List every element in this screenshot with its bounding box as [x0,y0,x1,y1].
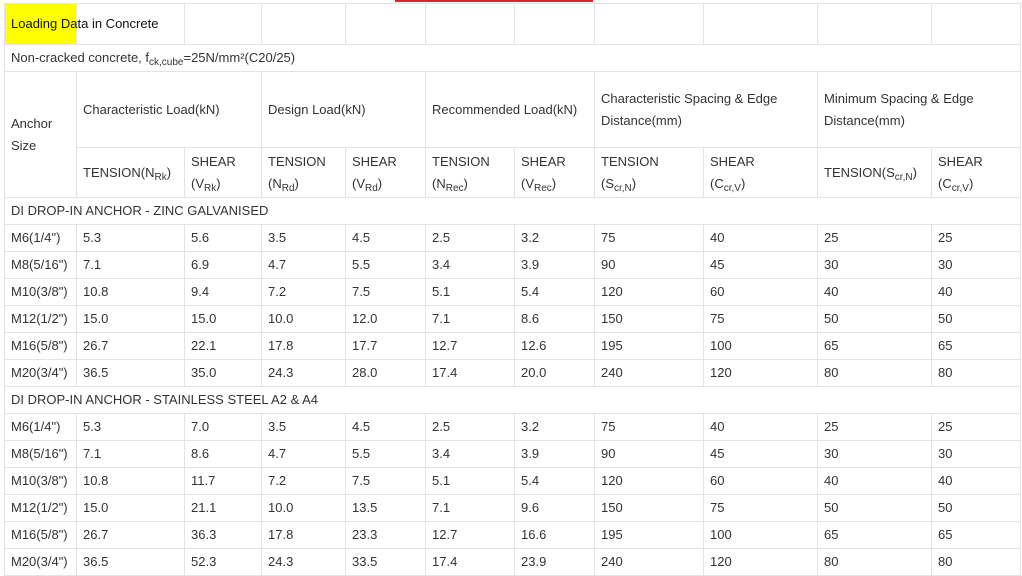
subheader-tension-nrk: $TENSION(N_{Rk})$ [77,148,185,198]
anchor-size-cell: M8(5/16") [5,441,77,468]
condition-tail: =25N/mm²(C20/25) [183,50,296,65]
anchor-size-cell: M20(3/4") [5,549,77,576]
table-row [5,414,1021,441]
section-title: DI DROP-IN ANCHOR - ZINC GALVANISED [5,198,1021,225]
empty-cell [515,4,595,45]
value-cell: 17.4 [426,549,515,576]
value-cell: 75 [704,495,818,522]
value-cell: 26.7 [77,333,185,360]
value-cell: 50 [932,306,1021,333]
value-cell: 15.0 [185,306,262,333]
value-cell: 5.6 [185,225,262,252]
value-cell: 20.0 [515,360,595,387]
table-row [5,360,1021,387]
value-cell: 5.3 [77,414,185,441]
value-cell: 17.8 [262,333,346,360]
table-row [5,225,1021,252]
value-cell: 40 [932,468,1021,495]
value-cell: 12.0 [346,306,426,333]
value-cell: 30 [932,441,1021,468]
value-cell: 36.3 [185,522,262,549]
value-cell: 240 [595,549,704,576]
value-cell: 45 [704,252,818,279]
value-cell: 5.5 [346,252,426,279]
anchor-size-cell: M20(3/4") [5,360,77,387]
value-cell: 7.1 [426,306,515,333]
value-cell: 30 [932,252,1021,279]
header-design-load: Design Load(kN) [262,72,426,148]
value-cell: 5.4 [515,468,595,495]
table-row [5,468,1021,495]
subheader-tension-scr: TENSION $(S_{cr,N})$ [595,148,704,198]
anchor-size-cell: M12(1/2") [5,495,77,522]
value-cell: 7.0 [185,414,262,441]
value-cell: 65 [932,522,1021,549]
table-title: Loading Data in Concrete [5,4,77,45]
value-cell: 10.0 [262,495,346,522]
value-cell: 26.7 [77,522,185,549]
value-cell: 15.0 [77,495,185,522]
value-cell: 15.0 [77,306,185,333]
value-cell: 2.5 [426,414,515,441]
value-cell: 30 [818,252,932,279]
value-cell: 9.6 [515,495,595,522]
value-cell: 4.5 [346,414,426,441]
value-cell: 195 [595,333,704,360]
value-cell: 10.0 [262,306,346,333]
value-cell: 21.1 [185,495,262,522]
anchor-size-cell: M16(5/8") [5,333,77,360]
value-cell: 150 [595,306,704,333]
value-cell: 5.4 [515,279,595,306]
value-cell: 8.6 [515,306,595,333]
value-cell: 4.5 [346,225,426,252]
value-cell: 23.3 [346,522,426,549]
value-cell: 3.2 [515,225,595,252]
value-cell: 5.5 [346,441,426,468]
concrete-condition [5,45,1021,72]
condition-subscript: ck,cube [149,57,184,68]
value-cell: 50 [818,495,932,522]
top-accent-bar [395,0,593,2]
value-cell: 40 [932,279,1021,306]
value-cell: 7.1 [426,495,515,522]
subheader-tension-scr-min: $TENSION(S_{cr,N})$ [818,148,932,198]
table-row [5,549,1021,576]
value-cell: 150 [595,495,704,522]
value-cell: 6.9 [185,252,262,279]
anchor-size-cell: M8(5/16") [5,252,77,279]
value-cell: 9.4 [185,279,262,306]
value-cell: 5.3 [77,225,185,252]
value-cell: 11.7 [185,468,262,495]
value-cell: 100 [704,333,818,360]
value-cell: 25 [818,225,932,252]
value-cell: 24.3 [262,360,346,387]
value-cell: 3.2 [515,414,595,441]
header-characteristic-load: Characteristic Load(kN) [77,72,262,148]
empty-cell [704,4,818,45]
header-anchor-size: Anchor Size [5,72,77,198]
value-cell: 40 [704,414,818,441]
value-cell: 12.6 [515,333,595,360]
value-cell: 7.2 [262,468,346,495]
value-cell: 75 [595,225,704,252]
table-row [5,333,1021,360]
anchor-size-cell: M10(3/8") [5,279,77,306]
value-cell: 3.5 [262,414,346,441]
table-row [5,441,1021,468]
value-cell: 10.8 [77,468,185,495]
value-cell: 90 [595,252,704,279]
section-title: DI DROP-IN ANCHOR - STAINLESS STEEL A2 & A4 [5,387,1021,414]
value-cell: 60 [704,279,818,306]
value-cell: 12.7 [426,522,515,549]
value-cell: 17.8 [262,522,346,549]
value-cell: 120 [704,549,818,576]
value-cell: 22.1 [185,333,262,360]
value-cell: 12.7 [426,333,515,360]
section-row [5,387,1021,414]
value-cell: 7.2 [262,279,346,306]
table-row [5,279,1021,306]
value-cell: 4.7 [262,441,346,468]
section-row [5,198,1021,225]
value-cell: 80 [818,360,932,387]
value-cell: 25 [932,414,1021,441]
value-cell: 2.5 [426,225,515,252]
value-cell: 33.5 [346,549,426,576]
anchor-size-cell: M10(3/8") [5,468,77,495]
header-characteristic-spacing: Characteristic Spacing & Edge Distance(mm) [595,72,818,148]
subheader-shear-vrec: SHEAR $(V_{Rec})$ [515,148,595,198]
value-cell: 50 [818,306,932,333]
table-row [5,522,1021,549]
value-cell: 195 [595,522,704,549]
subheader-shear-ccr: SHEAR $(C_{cr,V})$ [704,148,818,198]
value-cell: 17.4 [426,360,515,387]
value-cell: 65 [932,333,1021,360]
value-cell: 65 [818,333,932,360]
value-cell: 10.8 [77,279,185,306]
value-cell: 52.3 [185,549,262,576]
value-cell: 25 [932,225,1021,252]
anchor-size-cell: M6(1/4") [5,225,77,252]
value-cell: 7.1 [77,252,185,279]
value-cell: 5.1 [426,468,515,495]
value-cell: 8.6 [185,441,262,468]
value-cell: 30 [818,441,932,468]
anchor-size-cell: M16(5/8") [5,522,77,549]
value-cell: 5.1 [426,279,515,306]
subheader-shear-ccr-min: SHEAR $(C_{cr,V})$ [932,148,1021,198]
value-cell: 45 [704,441,818,468]
header-minimum-spacing: Minimum Spacing & Edge Distance(mm) [818,72,1021,148]
value-cell: 80 [932,360,1021,387]
anchor-size-cell: M12(1/2") [5,306,77,333]
value-cell: 36.5 [77,360,185,387]
value-cell: 3.9 [515,252,595,279]
value-cell: 80 [818,549,932,576]
value-cell: 120 [595,279,704,306]
subheader-shear-vrk: SHEAR $(V_{Rk})$ [185,148,262,198]
value-cell: 7.1 [77,441,185,468]
value-cell: 80 [932,549,1021,576]
table-row [5,306,1021,333]
table-row [5,495,1021,522]
value-cell: 120 [595,468,704,495]
value-cell: 90 [595,441,704,468]
subheader-shear-vrd: SHEAR $(V_{Rd})$ [346,148,426,198]
value-cell: 100 [704,522,818,549]
loading-data-table [4,3,1021,576]
value-cell: 4.7 [262,252,346,279]
value-cell: 60 [704,468,818,495]
value-cell: 28.0 [346,360,426,387]
value-cell: 36.5 [77,549,185,576]
value-cell: 3.4 [426,252,515,279]
value-cell: 23.9 [515,549,595,576]
value-cell: 25 [818,414,932,441]
value-cell: 120 [704,360,818,387]
empty-cell [595,4,704,45]
value-cell: 40 [704,225,818,252]
subheader-tension-nrd: TENSION $(N_{Rd})$ [262,148,346,198]
anchor-size-cell: M6(1/4") [5,414,77,441]
empty-cell [426,4,515,45]
value-cell: 75 [595,414,704,441]
empty-cell [346,4,426,45]
value-cell: 3.9 [515,441,595,468]
value-cell: 65 [818,522,932,549]
condition-text: Non-cracked concrete, f [11,50,150,65]
value-cell: 40 [818,279,932,306]
value-cell: 75 [704,306,818,333]
value-cell: 24.3 [262,549,346,576]
value-cell: 13.5 [346,495,426,522]
value-cell: 240 [595,360,704,387]
value-cell: 50 [932,495,1021,522]
empty-cell [932,4,1021,45]
value-cell: 17.7 [346,333,426,360]
value-cell: 7.5 [346,279,426,306]
value-cell: 16.6 [515,522,595,549]
value-cell: 35.0 [185,360,262,387]
empty-cell [185,4,262,45]
value-cell: 3.4 [426,441,515,468]
value-cell: 3.5 [262,225,346,252]
header-recommended-load: Recommended Load(kN) [426,72,595,148]
subheader-tension-nrec: TENSION $(N_{Rec})$ [426,148,515,198]
empty-cell [818,4,932,45]
value-cell: 7.5 [346,468,426,495]
value-cell: 40 [818,468,932,495]
empty-cell [262,4,346,45]
table-row [5,252,1021,279]
